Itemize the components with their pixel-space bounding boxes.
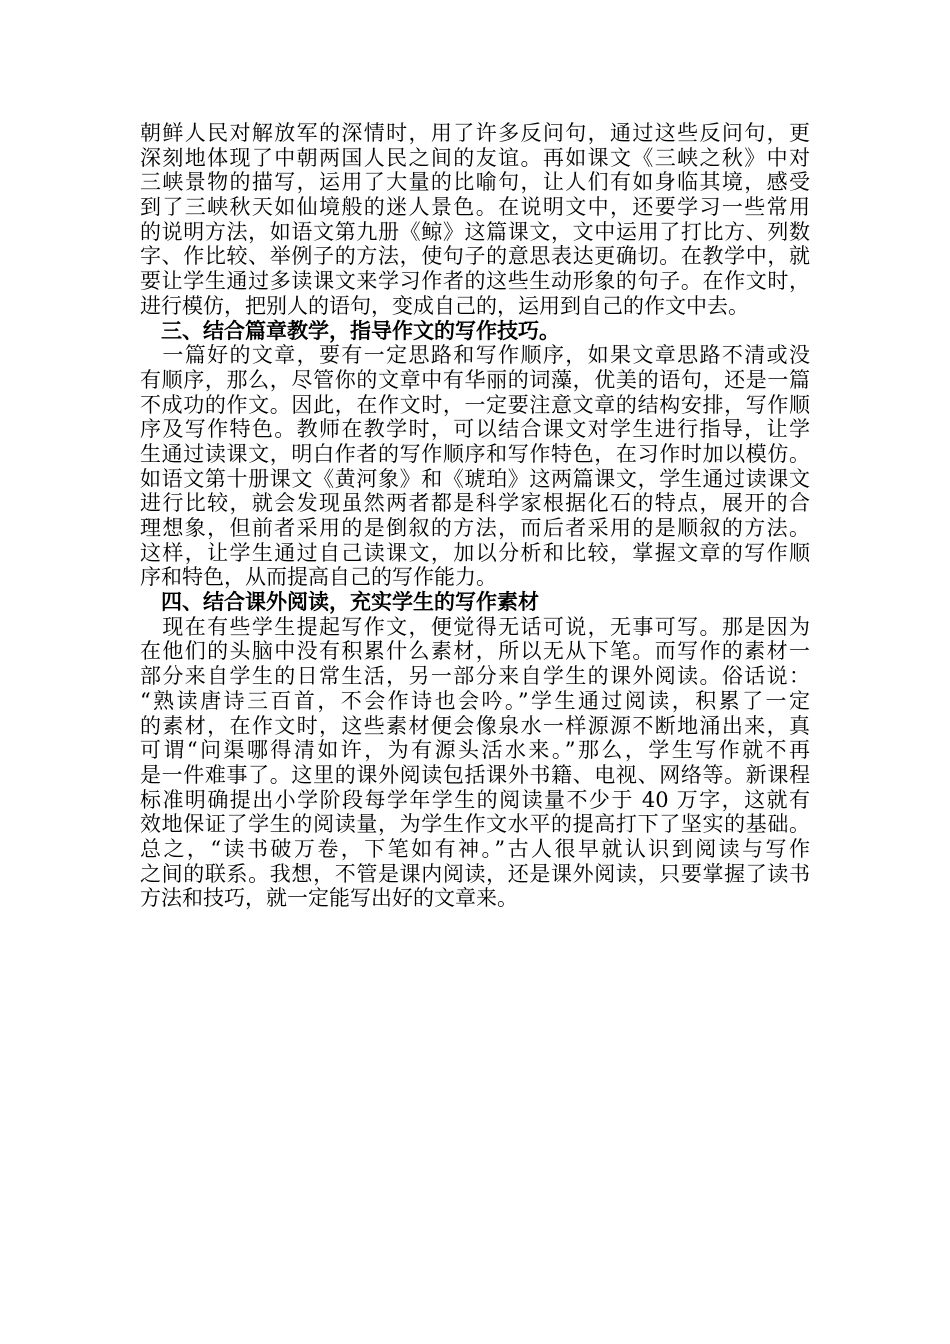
text-line: 理想象，但前者采用的是倒叙的方法，而后者采用的是顺叙的方法。: [140, 516, 810, 540]
text-line: 方法和技巧，就一定能写出好的文章来。: [140, 886, 518, 911]
text-line: 三峡景物的描写，运用了大量的比喻句，让人们有如身临其境，感受: [140, 170, 810, 195]
text-line: 总之，“读书破万卷，下笔如有神。”古人很早就认识到阅读与写作: [140, 836, 810, 861]
text-line: 之间的联系。我想，不管是课内阅读，还是课外阅读，只要掌握了读书: [140, 861, 810, 886]
text-line: “熟读唐诗三百首，不会作诗也会吟。”学生通过阅读，积累了一定: [140, 688, 810, 713]
text-line: 朝鲜人民对解放军的深情时，用了许多反问句，通过这些反问句，更: [140, 121, 810, 145]
text-line: 现在有些学生提起写作文，便觉得无话可说，无事可写。那是因为: [140, 614, 810, 639]
text-line: 序及写作特色。教师在教学时，可以结合课文对学生进行指导，让学: [140, 417, 810, 442]
document-body: [140, 121, 810, 911]
text-line: 进行模仿，把别人的语句，变成自己的，运用到自己的作文中去。: [140, 293, 749, 318]
text-line: 深刻地体现了中朝两国人民之间的友谊。再如课文《三峡之秋》中对: [140, 145, 810, 170]
text-line: 是一件难事了。这里的课外阅读包括课外书籍、电视、网络等。新课程: [140, 762, 810, 787]
section-heading: 三、结合篇章教学，指导作文的写作技巧。: [140, 317, 560, 343]
text-line: 有顺序，那么，尽管你的文章中有华丽的词藻，优美的语句，还是一篇: [140, 367, 810, 392]
text-line: 效地保证了学生的阅读量，为学生作文水平的提高打下了坚实的基础。: [140, 812, 810, 837]
text-line: 如语文第十册课文《黄河象》和《琥珀》这两篇课文，学生通过读课文: [140, 466, 810, 491]
text-line: 不成功的作文。因此，在作文时，一定要注意文章的结构安排，写作顺: [140, 392, 810, 417]
text-line: 这样，让学生通过自己读课文，加以分析和比较，掌握文章的写作顺: [140, 540, 810, 565]
text-line: 要让学生通过多读课文来学习作者的这些生动形象的句子。在作文时，: [140, 269, 810, 294]
text-line: 一篇好的文章，要有一定思路和写作顺序，如果文章思路不清或没: [140, 343, 810, 368]
text-line: 生通过读课文，明白作者的写作顺序和写作特色，在习作时加以模仿。: [140, 441, 810, 466]
text-line: 部分来自学生的日常生活，另一部分来自学生的课外阅读。俗话说：: [140, 664, 810, 689]
text-line: 在他们的头脑中没有积累什么素材，所以无从下笔。而写作的素材一: [140, 639, 810, 664]
section-heading: 四、结合课外阅读，充实学生的写作素材: [140, 589, 539, 615]
text-line: 标准明确提出小学阶段每学年学生的阅读量不少于 40 万字，这就有: [140, 787, 810, 812]
text-line: 进行比较，就会发现虽然两者都是科学家根据化石的特点，展开的合: [140, 491, 810, 516]
text-line: 的素材，在作文时，这些素材便会像泉水一样源源不断地涌出来，真: [140, 713, 810, 738]
text-line: 可谓“问渠哪得清如许，为有源头活水来。”那么，学生写作就不再: [140, 738, 810, 763]
text-line: 到了三峡秋天如仙境般的迷人景色。在说明文中，还要学习一些常用: [140, 195, 810, 220]
text-line: 的说明方法，如语文第九册《鲸》这篇课文，文中运用了打比方、列数: [140, 219, 810, 244]
text-line: 字、作比较、举例子的方法，使句子的意思表达更确切。在教学中，就: [140, 244, 810, 269]
text-line: 序和特色，从而提高自己的写作能力。: [140, 565, 497, 590]
